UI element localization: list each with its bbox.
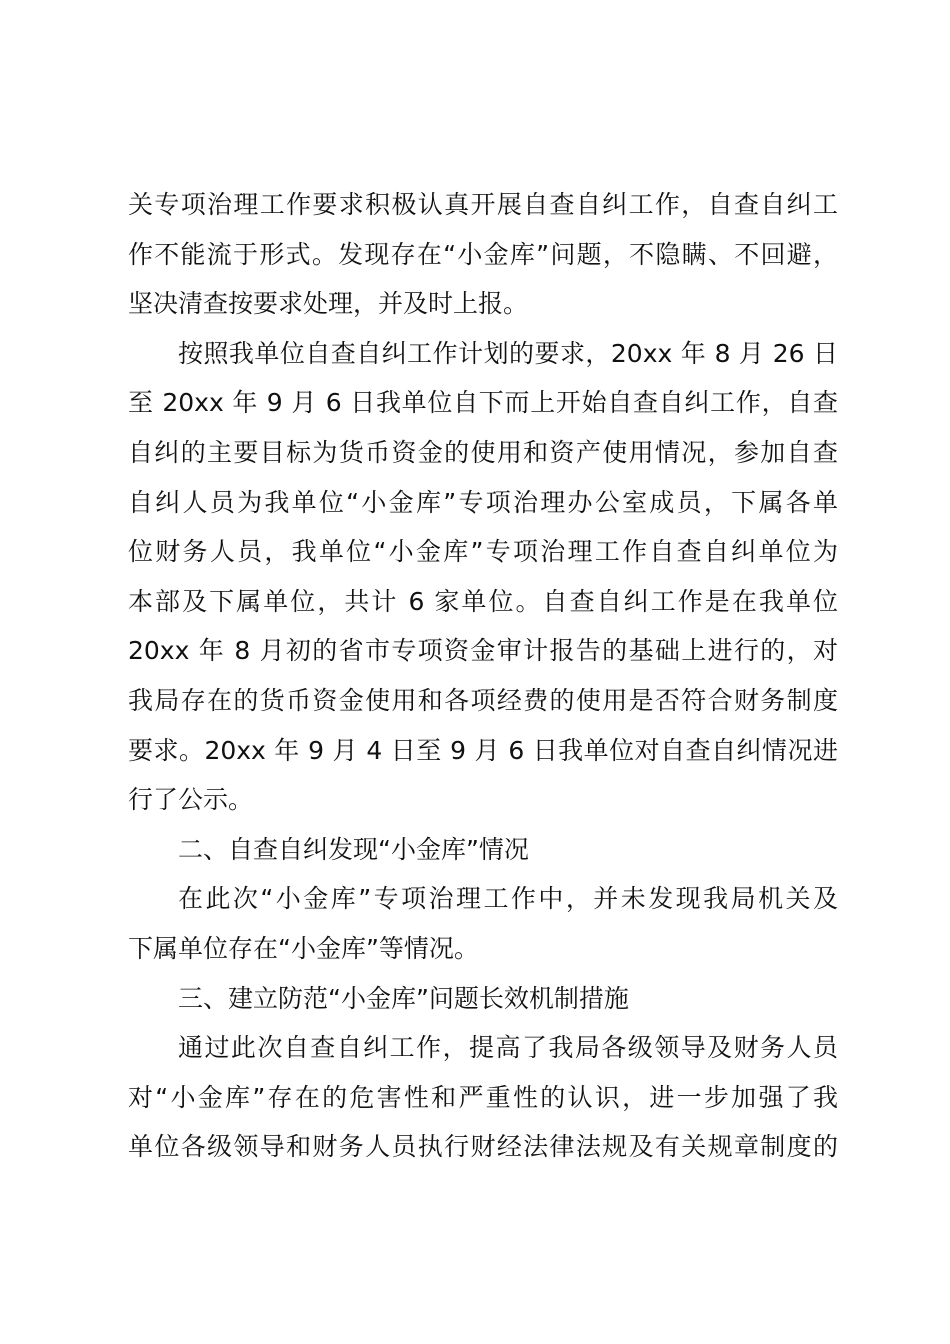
text-line: 在此次“小金库”专项治理工作中，并未发现我局机关及: [178, 884, 838, 914]
text-line: 关专项治理工作要求积极认真开展自查自纠工作，自查自纠工: [128, 190, 838, 219]
text-line: 我局存在的货币资金使用和各项经费的使用是否符合财务制度: [128, 685, 838, 715]
text-line: 位财务人员，我单位“小金库”专项治理工作自查自纠单位为: [128, 537, 838, 567]
text-line: 下属单位存在“小金库”等情况。: [128, 933, 479, 963]
section-heading: 三、建立防范“小金库”问题长效机制措施: [178, 983, 629, 1013]
text-line: 行了公示。: [128, 785, 254, 815]
text-line: 自纠的主要目标为货币资金的使用和资产使用情况，参加自查: [128, 437, 838, 467]
section-heading: 二、自查自纠发现“小金库”情况: [178, 834, 529, 864]
text-line: 通过此次自查自纠工作，提高了我局各级领导及财务人员: [178, 1033, 838, 1063]
text-line: 单位各级领导和财务人员执行财经法律法规及有关规章制度的: [128, 1132, 838, 1162]
text-line: 自纠人员为我单位“小金库”专项治理办公室成员，下属各单: [128, 487, 838, 517]
text-line: 20xx 年 8 月初的省市专项资金审计报告的基础上进行的，对: [128, 636, 838, 666]
document-body: [128, 180, 838, 1172]
text-line: 至 20xx 年 9 月 6 日我单位自下而上开始自查自纠工作，自查: [128, 388, 838, 418]
text-line: 本部及下属单位，共计 6 家单位。自查自纠工作是在我单位: [128, 586, 838, 616]
text-line: 作不能流于形式。发现存在“小金库”问题，不隐瞒、不回避，: [128, 239, 838, 269]
text-line: 坚决清查按要求处理，并及时上报。: [128, 289, 529, 319]
text-line: 要求。20xx 年 9 月 4 日至 9 月 6 日我单位对自查自纠情况进: [128, 735, 838, 765]
text-line: 按照我单位自查自纠工作计划的要求，20xx 年 8 月 26 日: [178, 338, 838, 368]
text-line: 对“小金库”存在的危害性和严重性的认识，进一步加强了我: [128, 1082, 838, 1112]
